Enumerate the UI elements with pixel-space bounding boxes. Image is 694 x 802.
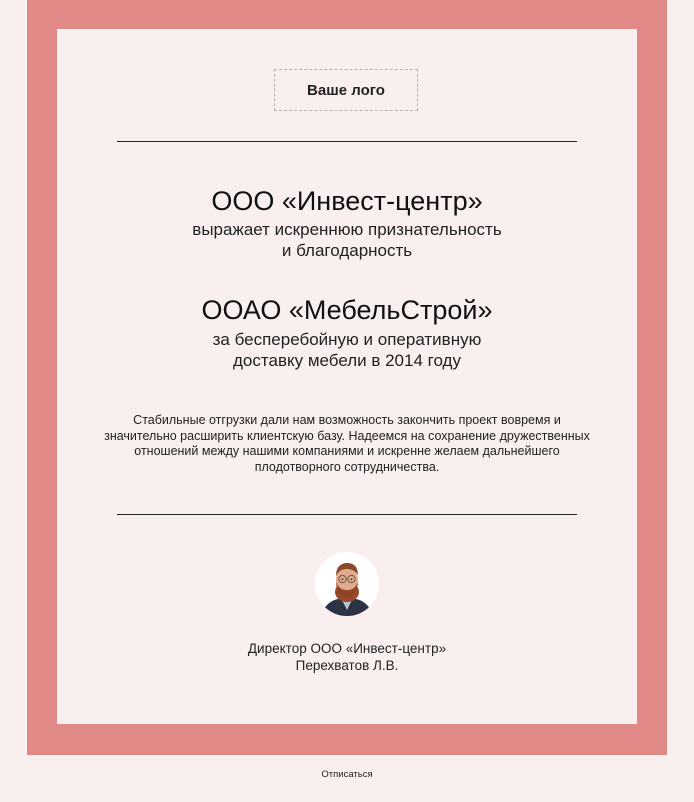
body-line: Стабильные отгрузки дали нам возможность закончить проект вовремя и xyxy=(133,413,561,427)
top-divider xyxy=(117,141,577,142)
letter-card xyxy=(57,29,637,724)
body-line: плодотворного сотрудничества. xyxy=(254,459,440,474)
sender-company: ООО «Инвест-центр» xyxy=(211,186,483,216)
signer-name: Перехватов Л.В. xyxy=(295,658,399,673)
sender-message-line: и благодарность xyxy=(281,241,413,260)
sender-message-line: выражает искреннюю признательность xyxy=(192,220,502,239)
body-line: значительно расширить клиентскую базу. Надеемся на сохранение дружественных xyxy=(104,428,590,443)
recipient-message-line: доставку мебели в 2014 году xyxy=(233,351,461,370)
sender-message xyxy=(57,219,637,261)
recipient-message-line: за бесперебойную и оперативную xyxy=(212,330,482,349)
body-line: отношений между нашими компаниями и искренне желаем дальнейшего xyxy=(134,444,560,458)
signature-block xyxy=(57,640,637,674)
avatar xyxy=(315,552,379,616)
signer-title: Директор ООО «Инвест-центр» xyxy=(247,641,447,656)
email-frame xyxy=(27,0,667,755)
body-paragraph xyxy=(87,413,607,475)
unsubscribe-link[interactable]: Отписаться xyxy=(321,769,373,780)
recipient-company: ООАО «МебельСтрой» xyxy=(201,295,493,325)
avatar-portrait xyxy=(315,552,379,616)
logo-label: Ваше лого xyxy=(307,81,385,99)
logo-placeholder[interactable] xyxy=(274,69,418,111)
recipient-message xyxy=(57,329,637,371)
bottom-divider xyxy=(117,514,577,515)
